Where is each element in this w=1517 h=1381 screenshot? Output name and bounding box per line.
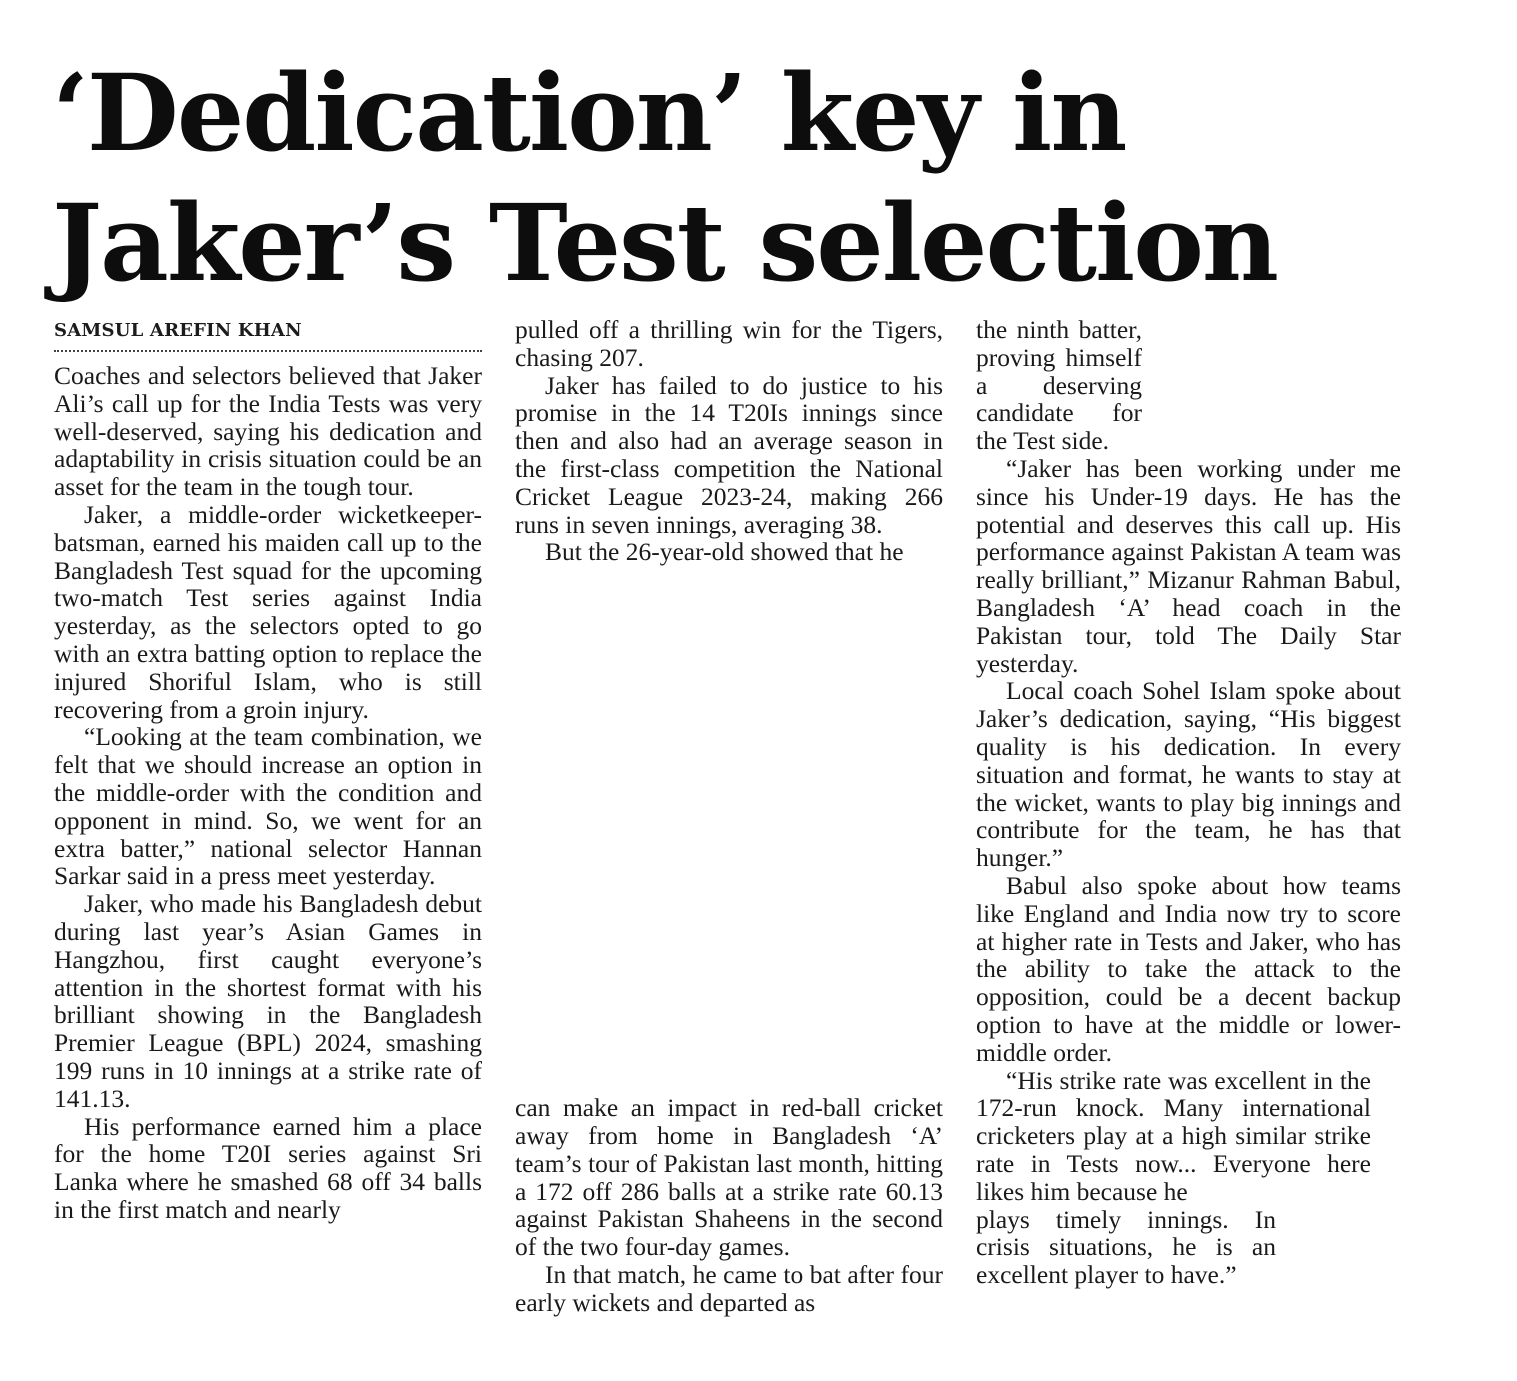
headline-line-1: ‘Dedication’ key in [52, 50, 1126, 175]
paragraph: pulled off a thrilling win for the Tigers, chasing 207. [515, 315, 943, 372]
headline [52, 48, 1472, 308]
paragraph: Coaches and selectors believed that Jaker Ali’s call up for the India Tests was very well-deserved, saying his dedication and adaptability in crisis situation could be an asset for the team in the tough tour. [54, 361, 482, 502]
paragraph: Babul also spoke about how teams like England and India now try to score at higher rate in Tests and Jaker, who has the ability to take the attack to the opposition, could be a decent backup option to have at the middle or lower-middle order. [976, 870, 1401, 1067]
paragraph: the ninth batter, proving himself a deserving candidate for the Test side. [976, 315, 1142, 456]
paragraph: But the 26-year-old showed that he [545, 537, 904, 567]
paragraph: can make an impact in red-ball cricket away from home in Bangladesh ‘A’ team’s tour of Pakistan last month, hitting a 172 off 286 balls at a strike rate 60.13 against Pakistan Shaheens in the second of the two four-day games. [515, 1093, 943, 1262]
paragraph: Jaker, who made his Bangladesh debut during last year’s Asian Games in Hangzhou, first caught everyone’s attention in the shortest format with his brilliant showing in the Bangladesh Premier League (BPL) 2024, smashing 199 runs in 10 innings at a strike rate of 141.13. [54, 889, 482, 1113]
blank-space [515, 566, 943, 1094]
article-column-1 [54, 316, 482, 1224]
paragraph: Local coach Sohel Islam spoke about Jaker’s dedication, saying, “His biggest quality is his dedication. In every situation and format, he wants to stay at the wicket, wants to play big innings and contribute for the team, he has that hunger.” [976, 676, 1401, 873]
paragraph: His performance earned him a place for the home T20I series against Sri Lanka where he smashed 68 off 34 balls in the first match and nearly [54, 1111, 482, 1224]
paragraph: Jaker has failed to do justice to his promise in the 14 T20Is innings since then and also had an average season in the first-class competition the National Cricket League 2023-24, making 266 runs in seven innings, averaging 38. [515, 370, 943, 539]
byline: SAMSUL AREFIN KHAN [54, 316, 482, 352]
paragraph: In that match, he came to bat after four early wickets and departed as [515, 1259, 943, 1317]
article-column-2 [515, 316, 943, 1317]
headline-line-2: Jaker’s Test selection [52, 180, 1277, 305]
article-column-3 [976, 316, 1401, 1289]
paragraph: “Jaker has been working under me since his Under-19 days. He has the potential and deserves this call up. His performance against Pakistan A team was really brilliant,” Mizanur Rahman Babul, Bangladesh ‘A’ head coach in the Pakistan tour, told The Daily Star yesterday. [976, 453, 1401, 678]
paragraph: “His strike rate was excellent in the 172-run knock. Many international cricketers play at a high similar strike rate in Tests now... Everyone here likes him because he [976, 1065, 1371, 1206]
paragraph: plays timely innings. In crisis situations, he is an excellent player to have.” [976, 1204, 1276, 1290]
paragraph: Jaker, a middle-order wicketkeeper-batsman, earned his maiden call up to the Bangladesh Test squad for the upcoming two-match Test series against India yesterday, as the selectors opted to go with an extra batting option to replace the injured Shoriful Islam, who is still recovering from a groin injury. [54, 499, 482, 724]
paragraph: “Looking at the team combination, we felt that we should increase an option in the middle-order with the condition and opponent in mind. So, we went for an extra batter,” national selector Hannan Sarkar said in a press meet yesterday. [54, 722, 482, 891]
